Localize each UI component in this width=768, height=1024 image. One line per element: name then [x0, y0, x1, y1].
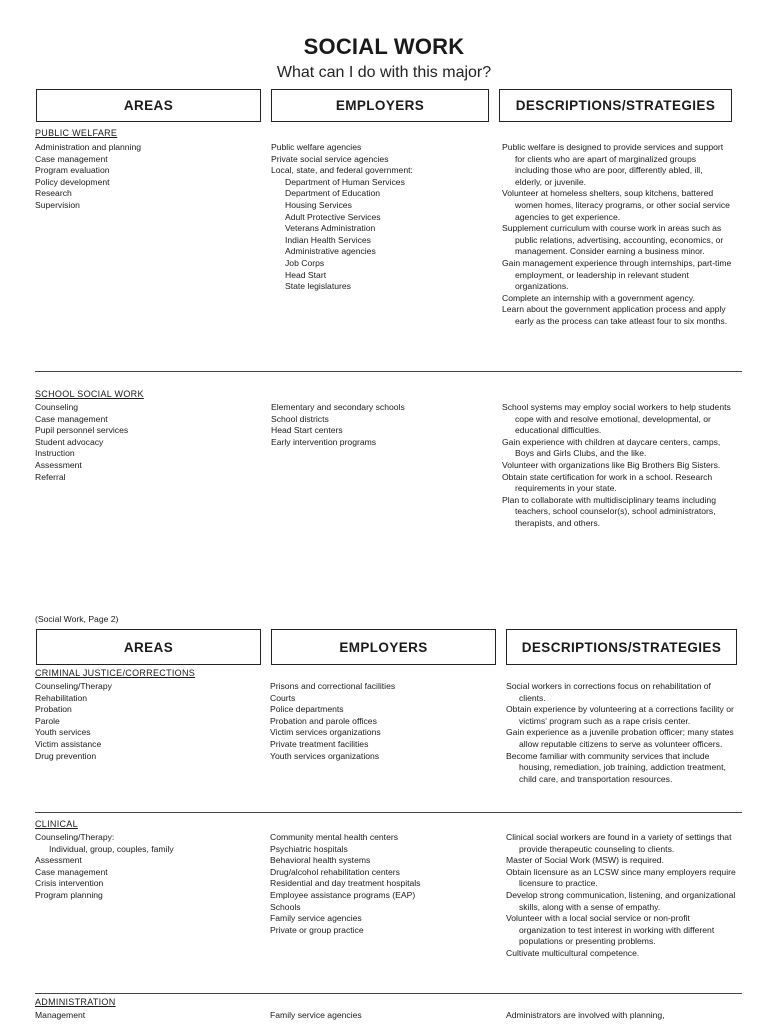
- list-item: Program planning: [35, 889, 103, 900]
- section-title-clinical: CLINICAL: [35, 819, 78, 829]
- list-item: Management: [35, 1010, 86, 1020]
- list-item: Pupil personnel services: [35, 425, 129, 436]
- list-item: Head Start: [285, 269, 327, 280]
- description-item: Gain experience as a juvenile probation officer; many states allow reputable citizens to serve as volunteer officers.: [506, 727, 734, 749]
- description-item: Gain experience with children at daycare centers, camps, Boys and Girls Clubs, and the like.: [502, 436, 721, 459]
- list-item: School districts: [271, 413, 329, 424]
- list-item: Courts: [270, 692, 296, 703]
- list-item: Supervision: [35, 199, 80, 210]
- list-item: Rehabilitation: [35, 692, 88, 703]
- description-item: Administrators are involved with planning,: [506, 1010, 665, 1020]
- list-item: Department of Human Services: [285, 176, 405, 187]
- description-item: Public welfare is designed to provide services and support for clients who are apart of marginalized groups including those who are poor, differently abled, ill, elderly, or juvenile.: [502, 142, 724, 187]
- list-item: Crisis intervention: [35, 878, 104, 889]
- description-item: Cultivate multicultural competence.: [506, 947, 640, 958]
- list-item: Family service agencies: [270, 1010, 362, 1020]
- description-item: Plan to collaborate with multidisciplinary teams including teachers, school counselor(s), school administrators, therapists, and others.: [502, 494, 716, 528]
- list-item: Administrative agencies: [285, 246, 376, 257]
- page-label: (Social Work, Page 2): [35, 614, 119, 624]
- list-item: Assessment: [35, 459, 82, 470]
- description-item: Complete an internship with a government agency.: [502, 292, 695, 303]
- description-item: Supplement curriculum with course work in areas such as public relations, advertising, accounting, economics, or management. Consider earning a business minor.: [502, 223, 724, 257]
- description-item: Master of Social Work (MSW) is required.: [506, 855, 664, 866]
- description-item: Gain management experience through internships, part-time employment, or leadership in relevant student organizations.: [502, 257, 732, 292]
- criminal-justice-employers: [270, 681, 395, 762]
- section-title-administration: ADMINISTRATION: [35, 997, 116, 1007]
- description-item: Obtain state certification for work in a school. Research requirements in your state.: [502, 471, 713, 494]
- list-item: Private social service agencies: [271, 153, 389, 164]
- description-item: Obtain licensure as an LCSW since many employers require licensure to practice.: [506, 866, 736, 889]
- list-item: Victim services organizations: [270, 727, 381, 738]
- employers-header: EMPLOYERS: [271, 89, 489, 122]
- description-item: Volunteer with organizations like Big Brothers Big Sisters.: [502, 459, 721, 470]
- administration-areas: [35, 1010, 85, 1022]
- list-item: Probation: [35, 704, 72, 715]
- description-item: Become familiar with community services that include housing, remediation, job training, addiction treatment, child care, and transportation resources.: [506, 750, 726, 784]
- list-item: Local, state, and federal government:: [271, 165, 413, 176]
- public-welfare-employers: [271, 142, 413, 293]
- school-social-work-areas: [35, 402, 128, 483]
- school-social-work-employers: [271, 402, 405, 448]
- list-item: Instruction: [35, 448, 75, 459]
- section-title-criminal-justice: CRIMINAL JUSTICE/CORRECTIONS: [35, 668, 196, 678]
- description-item: Learn about the government application process and apply early as the process can take atleast four to six months.: [502, 304, 728, 326]
- description-item: Develop strong communication, listening, and organizational skills, along with a sense of empathy.: [506, 889, 736, 912]
- list-item: Case management: [35, 413, 108, 424]
- description-item: Volunteer at homeless shelters, soup kitchens, battered women homes, literacy programs, or other social service agencies to get experience.: [502, 188, 730, 222]
- section-title-school-social-work: SCHOOL SOCIAL WORK: [35, 389, 144, 399]
- list-item: Private or group practice: [270, 924, 364, 935]
- list-item: Research: [35, 188, 72, 199]
- list-item: Student advocacy: [35, 436, 104, 447]
- clinical-employers: [270, 832, 420, 936]
- list-item: Drug prevention: [35, 750, 97, 761]
- list-item: Assessment: [35, 855, 82, 866]
- list-item: Police departments: [270, 704, 344, 715]
- list-item: Individual, group, couples, family: [49, 843, 174, 854]
- public-welfare-areas: [35, 142, 141, 212]
- descriptions-header: DESCRIPTIONS/STRATEGIES: [506, 629, 737, 665]
- list-item: Schools: [270, 901, 301, 912]
- areas-header: AREAS: [36, 89, 261, 122]
- list-item: Department of Education: [285, 188, 381, 199]
- list-item: Job Corps: [285, 257, 325, 268]
- list-item: Indian Health Services: [285, 234, 371, 245]
- list-item: Victim assistance: [35, 738, 102, 749]
- list-item: Parole: [35, 715, 60, 726]
- clinical-descriptions: [506, 832, 736, 960]
- list-item: Drug/alcohol rehabilitation centers: [270, 866, 400, 877]
- clinical-areas: [35, 832, 174, 902]
- descriptions-header: DESCRIPTIONS/STRATEGIES: [499, 89, 732, 122]
- list-item: Administration and planning: [35, 142, 142, 152]
- list-item: Employee assistance programs (EAP): [270, 889, 416, 900]
- list-item: State legislatures: [285, 281, 351, 292]
- section-divider: [35, 993, 742, 994]
- page-subtitle: What can I do with this major?: [276, 64, 492, 81]
- list-item: Youth services: [35, 727, 91, 738]
- list-item: Elementary and secondary schools: [271, 402, 405, 412]
- list-item: Housing Services: [285, 199, 352, 210]
- list-item: Program evaluation: [35, 165, 110, 176]
- administration-employers: [270, 1010, 362, 1022]
- list-item: Residential and day treatment hospitals: [270, 878, 421, 889]
- school-social-work-descriptions: [502, 402, 732, 530]
- description-item: Clinical social workers are found in a variety of settings that provide therapeutic counseling to clients.: [506, 832, 732, 854]
- list-item: Head Start centers: [271, 425, 343, 436]
- description-item: Social workers in corrections focus on rehabilitation of clients.: [506, 681, 711, 703]
- list-item: Adult Protective Services: [285, 211, 381, 222]
- description-item: Obtain experience by volunteering at a corrections facility or victims' program such as a rape crisis center.: [506, 704, 734, 726]
- list-item: Counseling: [35, 402, 78, 412]
- criminal-justice-descriptions: [506, 681, 736, 785]
- section-divider: [35, 812, 742, 813]
- public-welfare-descriptions: [502, 142, 732, 328]
- areas-header: AREAS: [36, 629, 261, 665]
- description-item: School systems may employ social workers to help students cope with and resolve emotional, developmental, or educational difficulties.: [502, 402, 731, 436]
- section-title-public-welfare: PUBLIC WELFARE: [35, 128, 118, 138]
- list-item: Probation and parole offices: [270, 715, 377, 726]
- list-item: Youth services organizations: [270, 750, 380, 761]
- list-item: Case management: [35, 866, 108, 877]
- list-item: Veterans Administration: [285, 223, 376, 234]
- page-title: SOCIAL WORK: [303, 34, 465, 59]
- list-item: Referral: [35, 471, 66, 482]
- description-item: Volunteer with a local social service or non-profit organization to test interest in working with different populations or presenting problems.: [506, 913, 715, 947]
- list-item: Private treatment facilities: [270, 738, 369, 749]
- list-item: Prisons and correctional facilities: [270, 681, 396, 691]
- criminal-justice-areas: [35, 681, 112, 762]
- list-item: Counseling/Therapy:: [35, 832, 115, 842]
- list-item: Psychiatric hospitals: [270, 843, 348, 854]
- list-item: Community mental health centers: [270, 832, 399, 842]
- list-item: Case management: [35, 153, 108, 164]
- list-item: Counseling/Therapy: [35, 681, 112, 691]
- list-item: Public welfare agencies: [271, 142, 362, 152]
- list-item: Early intervention programs: [271, 436, 377, 447]
- section-divider: [35, 371, 742, 372]
- administration-descriptions: [506, 1010, 736, 1022]
- list-item: Family service agencies: [270, 913, 362, 924]
- list-item: Behavioral health systems: [270, 855, 371, 866]
- list-item: Policy development: [35, 176, 110, 187]
- employers-header: EMPLOYERS: [271, 629, 496, 665]
